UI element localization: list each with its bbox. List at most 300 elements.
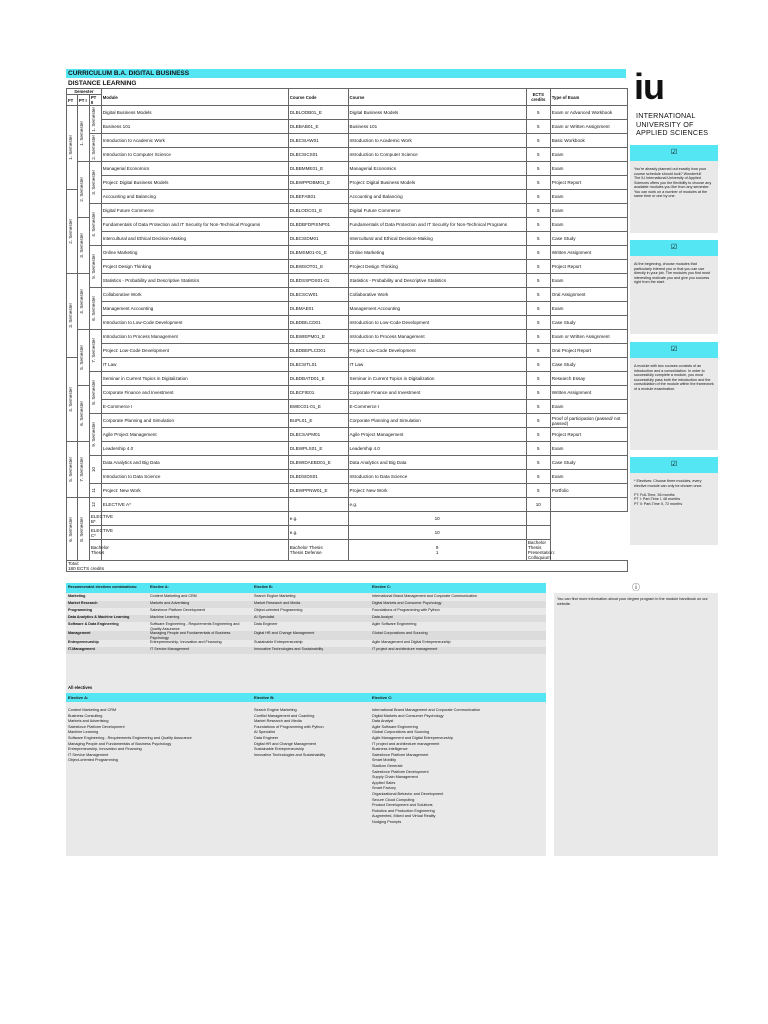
side-note-4-checkbox-icon: ☑ xyxy=(630,457,718,473)
curriculum-row xyxy=(67,484,628,498)
course-code-cell: DLBDSSPDS01-01 xyxy=(288,274,348,288)
course-cell: Corporate Planning and Simulation xyxy=(348,414,526,428)
curriculum-row xyxy=(67,428,628,442)
course-cell: Accounting and Balancing xyxy=(348,190,526,204)
course-cell: Agile Project Management xyxy=(348,428,526,442)
curriculum-row xyxy=(67,106,628,120)
ft-semester-cell xyxy=(67,358,78,442)
ects-cell: 5 xyxy=(526,274,550,288)
elective-c-cell: Digital Markets and Consumer Psychology xyxy=(372,601,442,605)
elective-item: Innovative Technologies and Sustainability xyxy=(254,752,326,757)
course-code-cell: DLBCSITL01 xyxy=(288,358,348,372)
recommended-row xyxy=(66,640,546,647)
elective-item: Conflict Management and Coaching xyxy=(254,713,315,718)
course-code-cell: DLBBMME01_E xyxy=(288,162,348,176)
elective-item: Agile Software Engineering xyxy=(372,724,418,729)
elective-item: Business Intelligence xyxy=(372,747,408,752)
elective-c-cell: International Brand Management and Corporate Communication xyxy=(372,594,477,598)
course-cell: IT Law xyxy=(348,358,526,372)
ects-cell: 5 xyxy=(526,260,550,274)
side-note-3: A module with two courses consists of an introduction and a consolidation. In order to successfully complete a module, you must successfully pass both the introduction and the consolidation of the module within the framework of a module examination. xyxy=(630,358,718,450)
recommended-row xyxy=(66,631,546,640)
all-electives-title: All electives xyxy=(68,685,93,690)
ft-semester-cell xyxy=(67,274,78,358)
course-cell: e.g. xyxy=(288,512,348,526)
module-cell: Business 101 xyxy=(101,120,288,134)
module-cell: ELECTIVE C* xyxy=(90,527,114,538)
elective-item: Foundations of Programming with Python xyxy=(254,724,324,729)
exam-cell: Exam or Written Assignment xyxy=(550,120,627,134)
pt2-semester-cell xyxy=(89,134,101,162)
elective-item: Search Engine Marketing xyxy=(254,708,297,712)
ft-semester-cell xyxy=(67,190,78,274)
ft-semester-cell xyxy=(67,106,78,190)
exam-cell xyxy=(550,498,627,512)
module-cell: ELECTIVE A* xyxy=(101,498,288,512)
curriculum-row xyxy=(67,302,628,316)
exam-cell: Proof of participation (passed/ not passed) xyxy=(550,414,627,428)
course-code-cell xyxy=(288,498,348,512)
elective-item: Software Engineering - Requirements Engineering and Quality Assurance xyxy=(68,735,192,740)
side-note-2-checkbox-icon: ☑ xyxy=(630,240,718,256)
course-code-cell: DLBWSOT01_E xyxy=(288,260,348,274)
elective-a-cell: IT Service Management xyxy=(150,647,190,651)
module-cell: Managerial Economics xyxy=(101,162,288,176)
course-cell: Seminar in Current Topics in Digitalization xyxy=(348,372,526,386)
elective-b-cell: Search Engine Marketing xyxy=(254,594,296,598)
elective-item: Entrepreneurship, Innovation and Financing xyxy=(68,747,142,752)
course-cell: Digital Future Commerce xyxy=(348,204,526,218)
exam-cell xyxy=(526,526,550,540)
course-code-cell: DLBCFIE01 xyxy=(288,386,348,400)
exam-cell: Exam xyxy=(550,470,627,484)
exam-cell: Case Study xyxy=(550,232,627,246)
recommended-row xyxy=(66,622,546,631)
ects-cell: 5 xyxy=(526,414,550,428)
curriculum-row xyxy=(67,260,628,274)
curriculum-row xyxy=(67,498,628,512)
elective-a-cell: Entrepreneurship, Innovation and Financing xyxy=(150,640,222,644)
curriculum-row xyxy=(67,190,628,204)
info-text: You can find more information about your degree program in the module handbook on our website. xyxy=(557,597,708,606)
elective-item: International Brand Management and Corporate Communication xyxy=(372,708,481,712)
exam-cell: Project Report xyxy=(550,428,627,442)
exam-cell: Exam or Advanced Workbook xyxy=(550,106,627,120)
combination-cell: Recommended electives combinations: xyxy=(68,585,138,589)
course-cell: Leadership 4.0 xyxy=(348,442,526,456)
pt2-semester-cell xyxy=(89,204,101,246)
ft-semester-cell xyxy=(67,442,78,498)
elective-item: Market Research and Media xyxy=(254,719,302,724)
combination-cell: Programming xyxy=(68,608,92,612)
course-code-cell xyxy=(101,526,288,540)
elective-a-cell: Managing People and Fundamentals of Business Psychology xyxy=(150,631,231,640)
curriculum-row xyxy=(67,316,628,330)
elective-b-cell: Object-oriented Programming xyxy=(254,608,303,612)
pt2-semester-cell xyxy=(89,414,101,456)
curriculum-row xyxy=(67,120,628,134)
exam-cell: Case Study xyxy=(550,456,627,470)
elective-b-cell: Digital HR and Change Management xyxy=(254,631,315,635)
exam-cell: Exam xyxy=(550,190,627,204)
combination-cell: IT-Management xyxy=(68,647,95,651)
curriculum-row xyxy=(67,344,628,358)
side-note-1-checkbox-icon: ☑ xyxy=(630,145,718,161)
exam-cell: Portfolio xyxy=(550,484,627,498)
curriculum-row xyxy=(67,148,628,162)
elective-a-cell: Salesforce Platform Development xyxy=(150,608,205,612)
pt2-semester-label: 11 xyxy=(90,488,96,493)
pt1-semester-label: 8. Semester xyxy=(78,516,84,542)
curriculum-row xyxy=(67,386,628,400)
course-cell: Digital Business Models xyxy=(348,106,526,120)
course-code-cell: DLBEFAB01 xyxy=(288,190,348,204)
elective-item: Content Marketing and CRM xyxy=(68,708,117,712)
course-code-cell: DLBWPLS01_E xyxy=(288,442,348,456)
ects-cell: 5 xyxy=(526,442,550,456)
pt2-semester-label: 3. Semester xyxy=(90,170,96,195)
course-code-cell xyxy=(101,540,288,561)
pt1-semester-label: 3. Semester xyxy=(78,233,84,258)
semester-header: Semester xyxy=(67,89,102,95)
course-code-cell: DLBCSIAW01 xyxy=(288,134,348,148)
recommended-row xyxy=(66,601,546,608)
course-cell: Project: New Work xyxy=(348,484,526,498)
info-icon: ⓘ xyxy=(554,583,718,593)
elective-item: Secure Cloud Computing xyxy=(372,797,415,802)
exam-cell: Exam xyxy=(550,162,627,176)
exam-cell: Exam xyxy=(550,400,627,414)
exam-cell: Project Report xyxy=(550,260,627,274)
pt2-semester-cell xyxy=(89,330,101,372)
curriculum-row xyxy=(67,274,628,288)
exam-cell: Exam xyxy=(550,274,627,288)
pt1-semester-label: 1. Semester xyxy=(78,121,84,146)
course-code-header: Course Code xyxy=(288,89,348,106)
elective-c-cell: Agile Software Engineering xyxy=(372,622,417,626)
exam-cell: Exam xyxy=(550,204,627,218)
ft-semester-label: 3. Semester xyxy=(68,303,73,328)
course-code-cell: DLBDBATD01_E xyxy=(288,372,348,386)
logo-line: UNIVERSITY OF xyxy=(636,119,694,129)
ects-cell: 5 xyxy=(526,288,550,302)
total-ects: Total: 180 ECTS credits xyxy=(67,561,628,572)
course-code-cell: DLBWPPDBM01_E xyxy=(288,176,348,190)
elective-item: Data Engineer xyxy=(254,735,279,740)
course-cell: Business 101 xyxy=(348,120,526,134)
ects-cell: 10 xyxy=(526,498,550,512)
module-cell: Project: Digital Business Models xyxy=(101,176,288,190)
curriculum-row xyxy=(67,442,628,456)
curriculum-row xyxy=(67,512,628,526)
exam-cell: Bachelor Thesis Presentation: Colloquium xyxy=(527,540,555,560)
elective-b-cell: Sustainable Entrepreneurship xyxy=(254,640,303,644)
ects-cell: 5 xyxy=(526,134,550,148)
module-cell: IT Law xyxy=(101,358,288,372)
module-cell: Fundamentals of Data Protection and IT Security for Non-Technical Programs xyxy=(101,218,288,232)
curriculum-row xyxy=(67,456,628,470)
pt1-semester-label: 2. Semester xyxy=(78,177,84,202)
ects-header: ECTS credits xyxy=(526,89,550,106)
recommended-row xyxy=(66,615,546,622)
pt2-semester-label: 8. Semester xyxy=(90,380,96,405)
ects-cell: 10 xyxy=(348,526,526,540)
ects-cell: 5 xyxy=(526,386,550,400)
course-code-cell: DLBDBEPLCD01 xyxy=(288,344,348,358)
module-cell: Statistics - Probability and Descriptive Statistics xyxy=(101,274,288,288)
elective-a-cell: Software Engineering - Requirements Engineering and Quality Assurance xyxy=(150,622,240,631)
module-cell: Collaborative Work xyxy=(101,288,288,302)
info-panel xyxy=(554,583,718,856)
pt2-semester-cell xyxy=(89,106,101,134)
ects-cell: 5 xyxy=(526,190,550,204)
module-cell: Accounting and Balancing xyxy=(101,190,288,204)
elective-a-cell: Machine Learning xyxy=(150,615,180,619)
course-cell: Project: Low-Code Development xyxy=(348,344,526,358)
pt2-header: PT II xyxy=(89,95,101,106)
exam-cell: Case Study xyxy=(550,316,627,330)
ft-semester-label: 6. Semester xyxy=(68,516,73,542)
course-code-cell: DLBWIEPM01_E xyxy=(288,330,348,344)
module-cell: Project: Low-Code Development xyxy=(101,344,288,358)
combination-cell: Data Analytics & Machine Learning xyxy=(68,615,130,619)
curriculum-row xyxy=(67,218,628,232)
recommended-header xyxy=(66,585,546,594)
course-code-cell: DLBWPPNW01_E xyxy=(288,484,348,498)
side-note-1: You're already planned out exactly how your course schedule should look? Wonderful! The IU International University of Applied Sciences offers you the flexibility to choose any available modules you like from any semester. You can work on a number of modules at the same time or one by one. xyxy=(630,161,718,233)
course-code-cell: DLBCSIDM01 xyxy=(288,232,348,246)
exam-cell: Project Report xyxy=(550,176,627,190)
course-cell: Bachelor Thesis Thesis Defense xyxy=(288,540,348,561)
elective-item: Organizational Behavior and Development xyxy=(372,791,444,796)
elective-c-cell: IT project and architecture management xyxy=(372,647,438,651)
elective-item: Machine Learning xyxy=(68,730,99,735)
ects-cell: 5 xyxy=(526,162,550,176)
elective-c-cell: Data Analyst xyxy=(372,615,393,619)
combination-cell: Marketing xyxy=(68,594,86,598)
course-header: Course xyxy=(348,89,526,106)
side-note-3-checkbox-icon: ☑ xyxy=(630,342,718,358)
pt1-semester-label: 4. Semester xyxy=(78,289,84,314)
exam-cell: Exam xyxy=(550,218,627,232)
curriculum-row xyxy=(67,540,628,561)
ects-cell: 5 xyxy=(526,456,550,470)
pt1-semester-cell xyxy=(77,330,89,386)
curriculum-row xyxy=(67,232,628,246)
elective-item: Supply Chain Management xyxy=(372,775,418,780)
curriculum-row xyxy=(67,414,628,428)
ects-cell: 10 xyxy=(348,512,526,526)
ects-cell: 5 xyxy=(526,428,550,442)
ects-cell: 5 xyxy=(526,400,550,414)
recommended-row xyxy=(66,594,546,601)
combination-cell: Management xyxy=(68,631,91,635)
ft-semester-label: 1. Semester xyxy=(68,135,73,160)
course-code-cell xyxy=(101,512,288,526)
elective-item: Sustainable Entrepreneurship xyxy=(254,747,305,752)
all-electives-c xyxy=(372,708,480,825)
ects-cell: 5 xyxy=(526,232,550,246)
elective-b-cell: Elective B: xyxy=(254,585,273,589)
ects-cell: 5 xyxy=(526,176,550,190)
elective-a-cell: Content Marketing and CRM xyxy=(150,594,197,598)
course-code-cell: BUPL01_E xyxy=(288,414,348,428)
course-cell: Online Marketing xyxy=(348,246,526,260)
logo-text xyxy=(636,112,708,138)
ects-cell: 5 xyxy=(526,344,550,358)
ects-cell: 5 xyxy=(526,470,550,484)
pt1-semester-cell xyxy=(77,386,89,442)
curriculum-row xyxy=(67,134,628,148)
pt2-semester-cell xyxy=(89,372,101,414)
module-cell: Introduction to Process Management xyxy=(101,330,288,344)
curriculum-row xyxy=(67,470,628,484)
elective-item: Managing People and Fundamentals of Business Psychology xyxy=(68,741,172,746)
elective-item: Salesforce Platform Development xyxy=(372,769,429,774)
elective-item: Object-oriented Programming xyxy=(68,758,118,763)
exam-header: Type of Exam xyxy=(550,89,627,106)
logo-line: APPLIED SCIENCES xyxy=(636,128,709,138)
elective-c-cell: Elective C: xyxy=(372,585,391,589)
ft-semester-label: 2. Semester xyxy=(68,219,73,244)
elective-item: Data Analyst xyxy=(372,719,394,724)
ects-cell: 5 xyxy=(526,218,550,232)
curriculum-row xyxy=(67,176,628,190)
module-cell: Management Accounting xyxy=(101,302,288,316)
elective-item: Smart Factory xyxy=(372,786,396,791)
curriculum-subtitle: DISTANCE LEARNING xyxy=(68,80,137,87)
curriculum-row xyxy=(67,204,628,218)
course-code-cell: DLBDSIDS01 xyxy=(288,470,348,484)
recommended-row xyxy=(66,608,546,615)
module-cell: Introduction to Computer Science xyxy=(101,148,288,162)
pt2-semester-cell xyxy=(89,246,101,288)
ects-cell: 5 xyxy=(526,302,550,316)
course-cell: Introduction to Data Science xyxy=(348,470,526,484)
elective-item: Markets and Advertising xyxy=(68,719,109,724)
pt2-semester-cell xyxy=(89,498,101,512)
course-cell: e.g. xyxy=(348,498,526,512)
elective-a-cell: Markets and Advertising xyxy=(150,601,190,605)
all-electives-a xyxy=(68,708,192,764)
elective-item: Salesforce Platform Management xyxy=(372,752,429,757)
course-cell: Managerial Economics xyxy=(348,162,526,176)
course-cell: Introduction to Academic Work xyxy=(348,134,526,148)
course-cell: Fundamentals of Data Protection and IT Security for Non-Technical Programs xyxy=(348,218,526,232)
logo-line: INTERNATIONAL xyxy=(636,111,696,120)
ects-cell: 5 xyxy=(526,120,550,134)
curriculum-row xyxy=(67,358,628,372)
all-b-header: Elective B: xyxy=(254,695,275,700)
ects-cell: 5 xyxy=(526,484,550,498)
elective-c-cell: Foundations of Programming with Python xyxy=(372,608,440,612)
elective-item: Salesforce Platform Development xyxy=(68,724,125,729)
combination-cell: Software & Data Engineering xyxy=(68,622,119,626)
module-cell: Seminar in Current Topics in Digitalization xyxy=(101,372,288,386)
module-cell: Introduction to Low-Code Development xyxy=(101,316,288,330)
pt2-semester-label: 12 xyxy=(90,501,96,508)
exam-cell: Written Assignment xyxy=(550,246,627,260)
pt1-semester-cell xyxy=(77,442,89,498)
elective-b-cell: Innovative Technologies and Sustainability xyxy=(254,647,324,651)
all-electives-header-bar xyxy=(66,693,546,702)
ects-cell: 5 xyxy=(526,330,550,344)
module-cell: Corporate Finance and Investment xyxy=(101,386,288,400)
course-code-cell: DLBLODC01_E xyxy=(288,204,348,218)
pt1-semester-label: 7. Semester xyxy=(78,457,84,482)
elective-c-cell: Agile Management and Digital Entrepreneurship xyxy=(372,640,451,644)
pt2-semester-cell xyxy=(89,162,101,204)
ects-cell: 5 xyxy=(526,148,550,162)
ects-cell: 5 xyxy=(526,316,550,330)
pt2-semester-label: 6. Semester xyxy=(90,296,96,321)
ects-cell: 5 xyxy=(526,372,550,386)
course-code-cell: DLBBAB01_E xyxy=(288,120,348,134)
course-cell: Intercultural and Ethical Decision-Making xyxy=(348,232,526,246)
curriculum-row xyxy=(67,372,628,386)
course-cell: Project Design Thinking xyxy=(348,260,526,274)
all-c-header: Elective C: xyxy=(372,695,393,700)
course-cell: e.g. xyxy=(288,526,348,540)
curriculum-row xyxy=(67,246,628,260)
pt2-semester-cell xyxy=(89,288,101,330)
pt2-semester-label: 10 xyxy=(90,466,96,473)
module-header: Module xyxy=(101,89,288,106)
exam-cell: Case Study xyxy=(550,358,627,372)
course-cell: Project: Digital Business Models xyxy=(348,176,526,190)
ft-semester-label: 5. Semester xyxy=(68,457,73,482)
elective-item: Agile Management and Digital Entrepreneurship xyxy=(372,735,453,740)
module-cell: ELECTIVE B* xyxy=(90,513,114,524)
elective-item: AI Specialist xyxy=(254,730,275,735)
side-note-2: At the beginning, choose modules that particularly interest you or that you can use directly in your job. The modules you find most interesting motivate you and give you success right from the start. xyxy=(630,256,718,334)
combination-cell: Entrepreneurship xyxy=(68,640,99,644)
ft-semester-label: 4. Semester xyxy=(68,387,73,412)
course-cell: Statistics - Probability and Descriptive Statistics xyxy=(348,274,526,288)
exam-cell: Exam xyxy=(550,148,627,162)
pt1-semester-cell xyxy=(77,218,89,274)
pt2-semester-cell xyxy=(89,456,101,484)
module-cell: E-Commerce I xyxy=(101,400,288,414)
course-cell: E-Commerce I xyxy=(348,400,526,414)
curriculum-row xyxy=(67,288,628,302)
elective-item: IT Service Management xyxy=(68,752,109,757)
pt2-semester-label: 5. Semester xyxy=(90,254,96,279)
module-cell: Digital Business Models xyxy=(101,106,288,120)
module-cell: Digital Future Commerce xyxy=(101,204,288,218)
exam-cell: Basic Workbook xyxy=(550,134,627,148)
pt2-semester-cell xyxy=(89,484,101,498)
elective-b-cell: Market Research and Media xyxy=(254,601,301,605)
ft-semester-cell xyxy=(67,498,78,561)
elective-item: Product Development and Solutions xyxy=(372,803,433,808)
pt1-semester-label: 5. Semester xyxy=(78,345,84,370)
ects-cell: 9 1 xyxy=(348,540,526,561)
curriculum-row xyxy=(67,330,628,344)
elective-item: IT project and architecture management xyxy=(372,741,440,746)
ects-cell: 5 xyxy=(526,246,550,260)
all-electives-b xyxy=(254,708,325,758)
curriculum-row xyxy=(67,526,628,540)
elective-item: Business Consulting xyxy=(68,713,103,718)
course-cell: Introduction to Low-Code Development xyxy=(348,316,526,330)
elective-item: Digital HR and Change Management xyxy=(254,741,317,746)
elective-c-cell: Global Corporations and Sourcing xyxy=(372,631,428,635)
exam-cell: Exam or Written Assignment xyxy=(550,330,627,344)
elective-a-cell: Elective A: xyxy=(150,585,169,589)
course-code-cell: DLBMAE01 xyxy=(288,302,348,316)
course-code-cell: DLBDBFDPISNP01 xyxy=(288,218,348,232)
